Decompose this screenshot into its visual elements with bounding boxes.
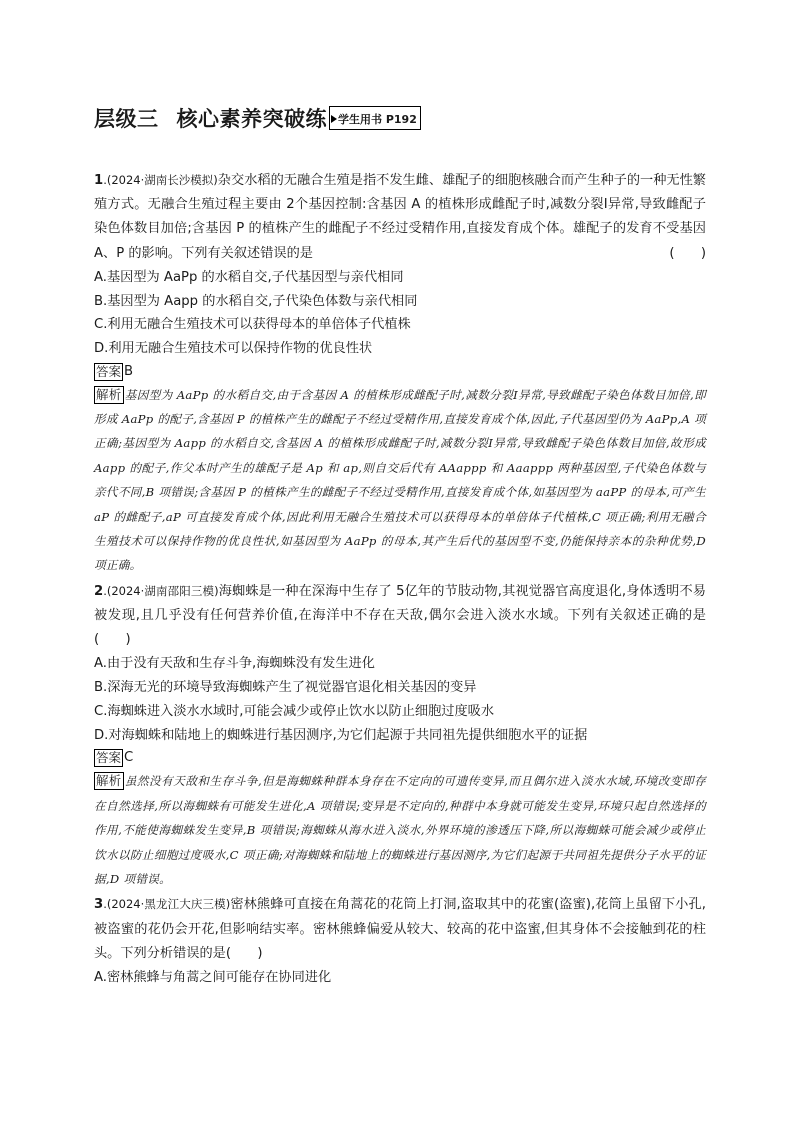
answer-value: B bbox=[124, 363, 134, 379]
question-1-option-d: D.利用无融合生殖技术可以保持作物的优良性状 bbox=[94, 340, 373, 356]
section-title bbox=[94, 103, 327, 133]
question-3-stem: 3.(2024·黑龙江大庆三模)密林熊蜂可直接在角蒿花的花筒上打洞,盗取其中的花蜜(盗蜜),花筒上虽留下小孔,被盗蜜的花仍会开花,但影响结实率。密林熊蜂偏爱从较大、较高的花中盗蜜,但其身体不会接触到花的柱头。下列分析错误的是( ) bbox=[94, 897, 706, 961]
answer-value: C bbox=[124, 750, 134, 766]
question-list bbox=[94, 168, 706, 990]
answer-tag: 答案 bbox=[96, 750, 122, 766]
arrow-right-icon bbox=[331, 115, 337, 123]
question-3-option-a: A.密林熊蜂与角蒿之间可能存在协同进化 bbox=[94, 969, 332, 985]
question-1-stem: 1.(2024·湖南长沙模拟)杂交水稻的无融合生殖是指不发生雌、雄配子的细胞核融合而产生种子的一种无性繁殖方式。无融合生殖过程主要由 2个基因控制:含基因 A 的植株形成雌配子时,减数分裂Ⅰ异常,导致雌配子染色体数目加倍;含基因 P 的植株产生的雌配子不经过受精作用,直接发育成个体。雄配子的发育不受基因 A、P 的影响。下列有关叙述错误的是 ( ) bbox=[94, 168, 706, 266]
question-2-answer bbox=[94, 747, 706, 769]
explanation-text: 基因型为 AaPp 的水稻自交,由于含基因 A 的植株形成雌配子时,减数分裂Ⅰ异常,导致雌配子染色体数目加倍,即形成 AaPp 的配子,含基因 P 的植株产生的雌配子不经过受精作用,直接发育成个体,因此,子代基因型仍为 AaPp,A 项正确;基因型为 Aapp 的水稻自交,含基因 A 的植株形成雌配子时,减数分裂Ⅰ异常,导致雌配子染色体数目加倍,故形成 Aapp 的配子,作父本时产生的雄配子是 Ap 和 ap,则自交后代有 AAappp 和 Aaappp 两种基因型,子代染色体数与亲代不同,B 项错误;含基因 P 的植株产生的雌配子不经过受精作用,直接发育成个体,如基因型为 aaPP 的母本,可产生 aP 的雌配子,aP 可直接发育成个体,因此利用无融合生殖技术可以获得母本的单倍体子代植株,C 项正确;利用无融合生殖技术可以保持作物的优良性状,如基因型为 AaPp 的母本,其产生后代的基因型不变,仍能保持亲本的杂种优势,D 项正确。 bbox=[94, 387, 706, 573]
question-1-option-a: A.基因型为 AaPp 的水稻自交,子代基因型与亲代相同 bbox=[94, 269, 404, 285]
section-title-text: 核心素养突破练 bbox=[176, 107, 327, 131]
question-2-option-a: A.由于没有天敌和生存斗争,海蜘蛛没有发生进化 bbox=[94, 656, 375, 672]
question-source: .(2024·湖南邵阳三模) bbox=[103, 583, 219, 598]
question-1-option-b: B.基因型为 Aapp 的水稻自交,子代染色体数与亲代相同 bbox=[94, 293, 418, 309]
explain-tag: 解析 bbox=[96, 386, 122, 402]
question-2-stem: 2.(2024·湖南邵阳三模)海蜘蛛是一种在深海中生存了 5亿年的节肢动物,其视觉器官高度退化,身体透明不易被发现,且几乎没有任何营养价值,在海洋中不存在天敌,偶尔会进入淡水水域。下列有关叙述正确的是( ) bbox=[94, 583, 706, 648]
student-book-reference[interactable] bbox=[329, 106, 421, 130]
question-1-explanation bbox=[94, 383, 706, 578]
student-book-reference-text: 学生用书 P192 bbox=[338, 112, 417, 126]
question-1-answer bbox=[94, 361, 706, 383]
question-1-option-c: C.利用无融合生殖技术可以获得母本的单倍体子代植株 bbox=[94, 317, 411, 333]
question-source: .(2024·黑龙江大庆三模) bbox=[103, 897, 231, 912]
question-text: 海蜘蛛是一种在深海中生存了 5亿年的节肢动物,其视觉器官高度退化,身体透明不易被发现,且几乎没有任何营养价值,在海洋中不存在天敌,偶尔会进入淡水水域。下列有关叙述正确的是( ) bbox=[94, 583, 706, 648]
question-text: 杂交水稻的无融合生殖是指不发生雌、雄配子的细胞核融合而产生种子的一种无性繁殖方式。无融合生殖过程主要由 2个基因控制:含基因 A 的植株形成雌配子时,减数分裂Ⅰ异常,导致雌配子染色体数目加倍;含基因 P 的植株产生的雌配子不经过受精作用,直接发育成个体。雄配子的发育不受基因 A、P 的影响。下列有关叙述错误的是 bbox=[94, 173, 706, 261]
question-2-explanation bbox=[94, 769, 706, 891]
explain-tag: 解析 bbox=[96, 773, 122, 789]
question-2-option-c: C.海蜘蛛进入淡水水域时,可能会减少或停止饮水以防止细胞过度吸水 bbox=[94, 703, 495, 719]
section-header bbox=[94, 103, 421, 133]
question-2-option-b: B.深海无光的环境导致海蜘蛛产生了视觉器官退化相关基因的变异 bbox=[94, 680, 477, 696]
explanation-text: 虽然没有天敌和生存斗争,但是海蜘蛛种群本身存在不定向的可遗传变异,而且偶尔进入淡水水域,环境改变即存在自然选择,所以海蜘蛛有可能发生进化,A 项错误;变异是不定向的,种群中本身就可能发生变异,环境只起自然选择的作用,不能使海蜘蛛发生变异,B 项错误;海蜘蛛从海水进入淡水,外界环境的渗透压下降,所以海蜘蛛可能会减少或停止饮水以防止细胞过度吸水,C 项正确;对海蜘蛛和陆地上的蜘蛛进行基因测序,为它们起源于共同祖先提供分子水平的证据,D 项错误。 bbox=[94, 774, 706, 886]
question-source: .(2024·湖南长沙模拟) bbox=[103, 173, 218, 187]
section-level: 层级三 bbox=[94, 107, 159, 131]
question-text: 密林熊蜂可直接在角蒿花的花筒上打洞,盗取其中的花蜜(盗蜜),花筒上虽留下小孔,被盗蜜的花仍会开花,但影响结实率。密林熊蜂偏爱从较大、较高的花中盗蜜,但其身体不会接触到花的柱头。下列分析错误的是( ) bbox=[94, 897, 706, 961]
answer-blank: ( ) bbox=[669, 245, 706, 261]
answer-tag: 答案 bbox=[96, 363, 122, 379]
question-2-option-d: D.对海蜘蛛和陆地上的蜘蛛进行基因测序,为它们起源于共同祖先提供细胞水平的证据 bbox=[94, 727, 588, 743]
